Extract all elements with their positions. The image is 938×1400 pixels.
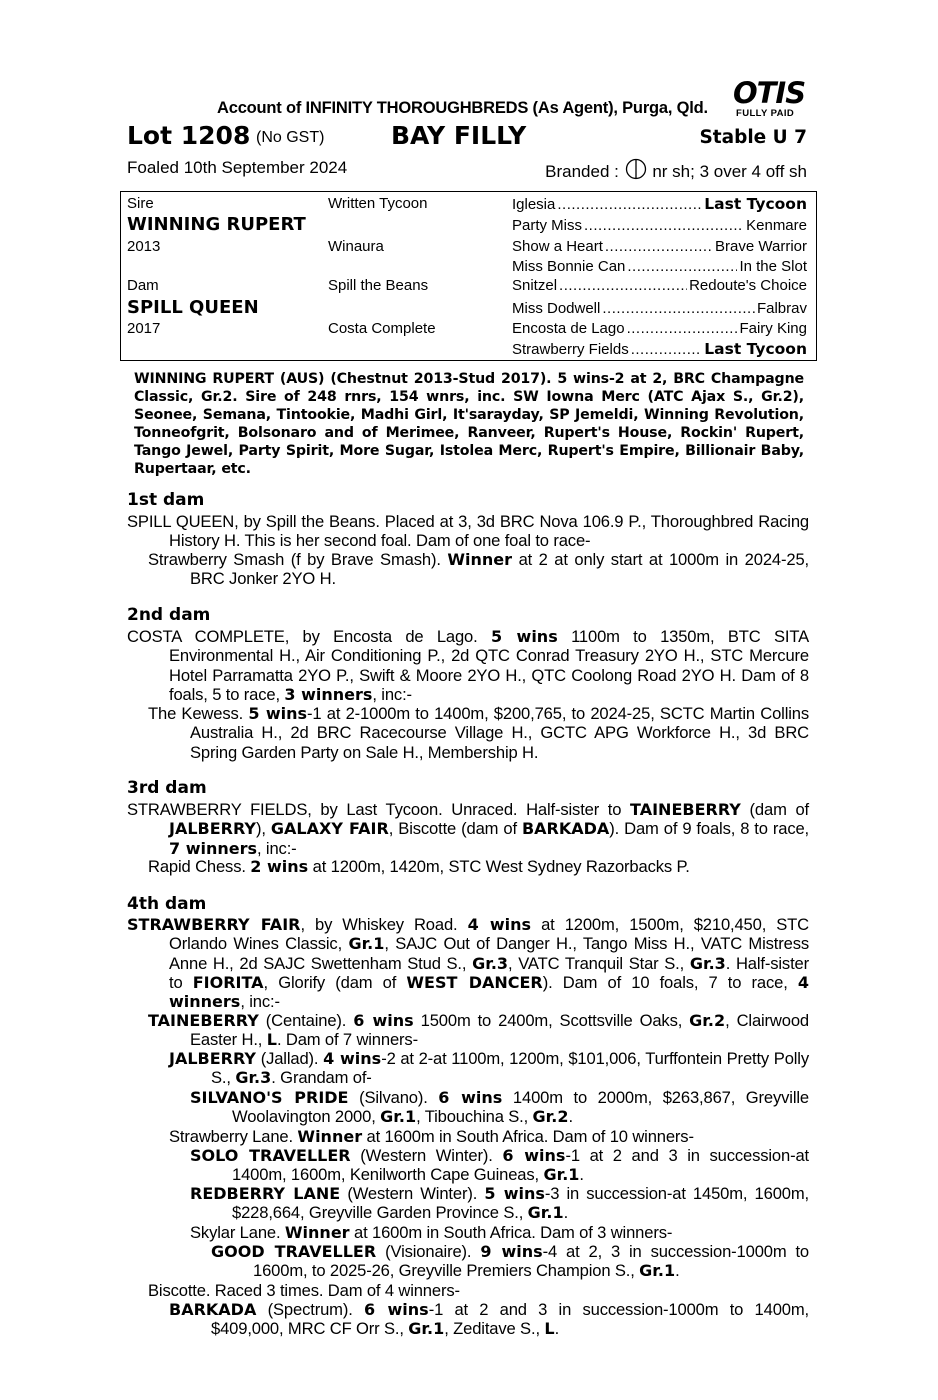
g3-left: Strawberry Fields <box>512 341 629 358</box>
g3-right: Kenmare <box>746 217 807 234</box>
g3-right: Redoute's Choice <box>689 277 807 294</box>
sire-year: 2013 <box>127 238 161 255</box>
g3-left: Miss Dodwell <box>512 300 601 317</box>
dam-label: Dam <box>127 277 159 294</box>
second-dam-progeny: The Kewess. 5 wins-1 at 2-1000m to 1400m, $200,765, to 2024-25, SCTC Martin Collins Australia H., 2d BRC Racecourse Village H., GCTC APG Workforce H., 3d BRC Spring Garden Party on Sale H., Membership H. <box>148 704 809 762</box>
g3-left: Party Miss <box>512 217 583 234</box>
sire-dam: Winaura <box>328 238 384 255</box>
sire-summary: WINNING RUPERT (AUS) (Chestnut 2013-Stud 2017). 5 wins-2 at 2, BRC Champagne Classic, Gr.2. Sire of 248 rnrs, 154 wnrs, inc. SW Iowna Merc (ATC Ajax S., Gr.2), Seonee, Semana, Tintookie, Madhi Girl, It'sarayday, SP Jemeldi, Winning Revolution, Tonneofgrit, Bolsonaro and of Merimee, Ranveer, Rupert's House, Rockin' Rupert, Tango Jewel, Party Spirit, More Sugar, Istolea Merc, Rupert's Empire, Billionair Baby, Rupertaar, etc. <box>134 371 804 477</box>
dam-dam: Costa Complete <box>328 320 436 337</box>
pedigree-g3-row <box>512 277 807 294</box>
first-dam-progeny: Strawberry Smash (f by Brave Smash). Winner at 2 at only start at 1000m in 2024-25, BRC Jonker 2YO H. <box>148 550 809 589</box>
g3-left: Encosta de Lago <box>512 320 625 337</box>
brand-circle-icon <box>625 158 647 180</box>
g3-left: Iglesia <box>512 196 556 213</box>
otis-fully-paid: FULLY PAID <box>736 108 795 119</box>
otis-logo <box>733 76 819 120</box>
branded-info <box>545 158 807 182</box>
pedigree-table <box>120 191 817 361</box>
g3-left: Show a Heart <box>512 238 603 255</box>
pedigree-g3-row <box>512 195 807 213</box>
lot-line <box>127 121 807 153</box>
lot-sex-colour: BAY FILLY <box>391 121 527 150</box>
foaled-line <box>127 158 807 182</box>
fourth-dam-grand-progeny: Strawberry Lane. Winner at 1600m in South Africa. Dam of 10 winners- <box>169 1127 694 1146</box>
fourth-dam-grand-progeny: JALBERRY (Jallad). 4 wins-2 at 2-at 1100m, 1200m, $101,006, Turffontein Pretty Polly S., Gr.3. Grandam of- <box>169 1049 809 1088</box>
second-dam-entry: COSTA COMPLETE, by Encosta de Lago. 5 wins 1100m to 1350m, BTC SITA Environmental H., Air Conditioning P., 2d QTC Conrad Treasury 2YO H., STC Mercure Hotel Parramatta 2YO P., Swift & Moore 2YO H., QTC Coolong Road 2YO H. Dam of 8 foals, 5 to race, 3 winners, inc:- <box>127 627 809 704</box>
g3-right: Last Tycoon <box>704 195 807 213</box>
heading-4th-dam: 4th dam <box>127 894 207 914</box>
sire-label: Sire <box>127 195 154 212</box>
g3-right: Brave Warrior <box>715 238 807 255</box>
sire-sire: Written Tycoon <box>328 195 428 212</box>
heading-3rd-dam: 3rd dam <box>127 778 207 798</box>
pedigree-g3-row <box>512 300 807 317</box>
g3-left: Miss Bonnie Can <box>512 258 626 275</box>
g3-left: Snitzel <box>512 277 558 294</box>
stable-number: Stable U 7 <box>699 127 807 148</box>
dam-sire: Spill the Beans <box>328 277 429 294</box>
gst-note: (No GST) <box>256 129 325 146</box>
pedigree-g3-row <box>512 258 807 275</box>
pedigree-g3-row <box>512 238 807 255</box>
vendor-line: Account of INFINITY THOROUGHBREDS (As Agent), Purga, Qld. <box>217 99 708 117</box>
heading-2nd-dam: 2nd dam <box>127 605 211 625</box>
pedigree-g3-row <box>512 340 807 358</box>
fourth-dam-progeny: Biscotte. Raced 3 times. Dam of 4 winners- <box>148 1281 460 1300</box>
fourth-dam-progeny: TAINEBERRY (Centaine). 6 wins 1500m to 2400m, Scottsville Oaks, Gr.2, Clairwood Easter H., L. Dam of 7 winners- <box>148 1011 810 1050</box>
otis-logo-word: OTIS <box>733 76 806 110</box>
g3-right: Fairy King <box>739 320 807 337</box>
foaled-date: Foaled 10th September 2024 <box>127 158 348 177</box>
pedigree-g3-row <box>512 320 807 337</box>
third-dam-progeny: Rapid Chess. 2 wins at 1200m, 1420m, STC West Sydney Razorbacks P. <box>148 857 690 876</box>
fourth-dam-entry: STRAWBERRY FAIR, by Whiskey Road. 4 wins at 1200m, 1500m, $210,450, STC Orlando Wines Classic, Gr.1, SAJC Out of Danger H., Tango Miss H., VATC Mistress Anne H., 2d SAJC Swettenham Stud S., Gr.3, VATC Tranquil Star S., Gr.3. Half-sister to FIORITA, Glorify (dam of WEST DANCER). Dam of 10 foals, 7 to race, 4 winners, inc:- <box>127 915 809 1012</box>
first-dam-entry: SPILL QUEEN, by Spill the Beans. Placed at 3, 3d BRC Nova 106.9 P., Thoroughbred Racing History H. This is her second foal. Dam of one foal to race- <box>127 512 809 551</box>
branded-value: nr sh; 3 over 4 off sh <box>652 162 807 181</box>
fourth-dam-great-grand-progeny: SILVANO'S PRIDE (Silvano). 6 wins 1400m to 2000m, $263,867, Greyville Woolavington 2000, Gr.1, Tibouchina S., Gr.2. <box>190 1088 809 1127</box>
sire-name: WINNING RUPERT <box>127 214 306 235</box>
fourth-dam-great-grand-progeny: SOLO TRAVELLER (Western Winter). 6 wins-1 at 2 and 3 in succession-at 1400m, 1600m, Kenilworth Cape Guineas, Gr.1. <box>190 1146 810 1185</box>
dam-name: SPILL QUEEN <box>127 297 259 318</box>
third-dam-entry: STRAWBERRY FIELDS, by Last Tycoon. Unraced. Half-sister to TAINEBERRY (dam of JALBERRY), GALAXY FAIR, Biscotte (dam of BARKADA). Dam of 9 foals, 8 to race, 7 winners, inc:- <box>127 800 810 858</box>
dam-year: 2017 <box>127 320 161 337</box>
lot-number: Lot 1208 <box>127 121 251 150</box>
g3-right: Last Tycoon <box>704 340 807 358</box>
g3-right: Falbrav <box>756 300 807 317</box>
fourth-dam-great-grand-progeny: Skylar Lane. Winner at 1600m in South Africa. Dam of 3 winners- <box>190 1223 673 1242</box>
g3-right: In the Slot <box>739 258 807 275</box>
pedigree-g3-row <box>512 217 807 234</box>
fourth-dam-gen5-progeny: GOOD TRAVELLER (Visionaire). 9 wins-4 at 2, 3 in succession-1000m to 1600m, to 2025-26, Greyville Premiers Champion S., Gr.1. <box>211 1242 809 1281</box>
fourth-dam-grand-progeny: BARKADA (Spectrum). 6 wins-1 at 2 and 3 in succession-1000m to 1400m, $409,000, MRC CF Orr S., Gr.1, Zeditave S., L. <box>169 1300 809 1339</box>
branded-label: Branded : <box>545 162 619 181</box>
fourth-dam-great-grand-progeny: REDBERRY LANE (Western Winter). 5 wins-3 in succession-at 1450m, 1600m, $228,664, Greyville Garden Province S., Gr.1. <box>190 1184 809 1223</box>
heading-1st-dam: 1st dam <box>127 490 205 510</box>
